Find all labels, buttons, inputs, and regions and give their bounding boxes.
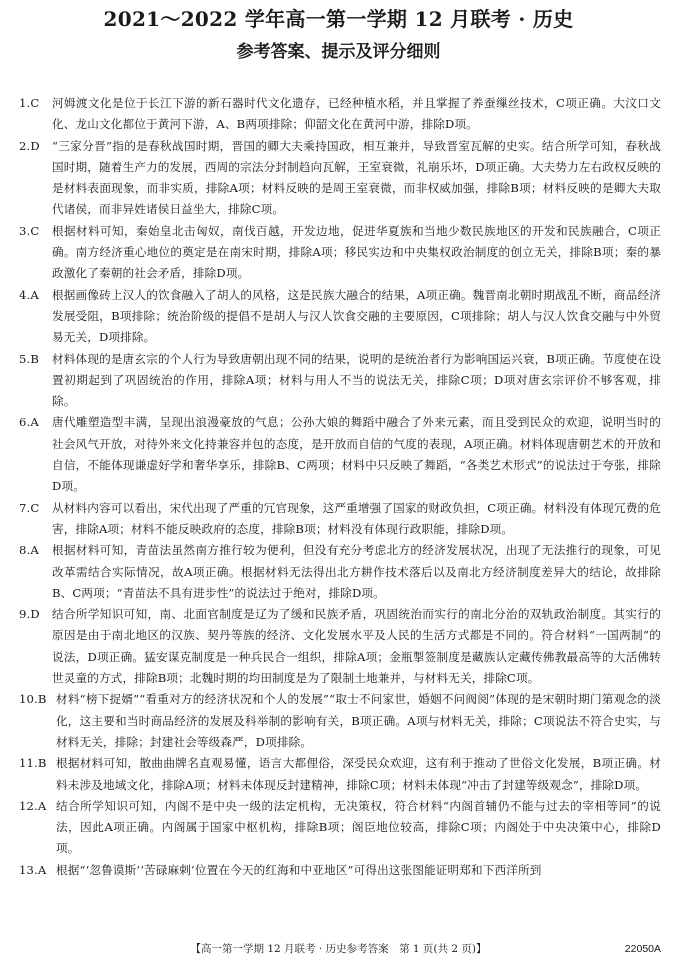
answer-item-11 bbox=[19, 753, 661, 796]
answer-item-12 bbox=[19, 796, 661, 860]
answer-number: 8.A bbox=[19, 543, 39, 558]
answer-explanation: 唐代雕塑造型丰满，呈现出浪漫豪放的气息；公孙大娘的舞蹈中融合了外来元素，而且受到民众的欢迎，说明当时的社会风气开放，对待外来文化持兼容并包的态度，是开放而自信的气度的表现，A项正确。材料体现唐朝艺术的开放和自信，不能体现谦虚好学和奢华享乐，排除B、C两项；材料中只反映了舞蹈，“各类艺术形式”的说法过于夸张，排除D项。 bbox=[52, 415, 661, 494]
answer-explanation: 根据材料可知，青苗法虽然南方推行较为便利，但没有充分考虑北方的经济发展状况，出现了无法推行的现象，可见改革需结合实际情况，故A项正确。根据材料无法得出北方耕作技术落后以及南北方经济制度差异大的结论，故排除B、C两项；“青苗法不具有进步性”的说法过于绝对，排除D项。 bbox=[52, 543, 661, 600]
answer-number: 9.D bbox=[19, 607, 40, 622]
answer-item-3 bbox=[19, 221, 661, 285]
answer-item-8 bbox=[19, 540, 661, 604]
answer-item-7 bbox=[19, 498, 661, 541]
answer-number: 12.A bbox=[19, 798, 47, 813]
answer-number: 7.C bbox=[19, 500, 40, 515]
answer-explanation: 河姆渡文化是位于长江下游的新石器时代文化遗存，已经种植水稻，并且掌握了养蚕缫丝技术，C项正确。大汶口文化、龙山文化都位于黄河下游，A、B两项排除；仰韶文化在黄河中游，排除D项。 bbox=[52, 96, 661, 132]
answer-explanation: 材料体现的是唐玄宗的个人行为导致唐朝出现不同的结果，说明的是统治者行为影响国运兴衰，B项正确。节度使在设置初期起到了巩固统治的作用，排除A项；材料与用人不当的说法无关，排除C项；D项对唐玄宗评价不够客观，排除。 bbox=[52, 351, 661, 409]
page-title: 2021～2022 学年高一第一学期 12 月联考 · 历史 bbox=[103, 7, 574, 31]
answer-explanation: 材料“榜下捉婿”“看重对方的经济状况和个人的发展”“取士不问家世，婚姻不问阀阅”体现的是宋朝时期门第观念的淡化，这主要和当时商品经济的发展及科举制的影响有关，B项正确。A项与材料无关，排除；C项说法不符合史实，与材料无关，排除；封建社会等级森严，D项排除。 bbox=[56, 692, 661, 749]
answer-explanation: 根据“‘忽鲁谟斯’‘苦碌麻剌’位置在今天的红海和中亚地区”可得出这张图能证明郑和下西洋所到 bbox=[56, 862, 542, 877]
answer-explanation: “三家分晋”指的是春秋战国时期，晋国的卿大夫乘持国政，相互兼并，导致晋室瓦解的史实。结合所学可知，春秋战国时期，随着生产力的发展，西周的宗法分封制趋向瓦解，王室衰微，礼崩乐坏，D项正确。大夫势力左右政权反映的是材料表面现象，而非实质，排除A项；材料反映的是周王室衰微，而非权威加强，排除B项；材料反映的是卿大夫取代诸侯，而非异姓诸侯日益坐大，排除C项。 bbox=[52, 138, 661, 217]
page-footer bbox=[0, 940, 677, 958]
answer-number: 11.B bbox=[19, 756, 47, 771]
answer-number: 4.A bbox=[19, 287, 39, 302]
answer-number: 3.C bbox=[19, 223, 40, 238]
answer-explanation: 结合所学知识可知，内阁不是中央一级的法定机构，无决策权，符合材料“内阁首辅仍不能与过去的宰相等同”的说法，因此A项正确。内阁属于国家中枢机构，排除B项；阁臣地位较高，排除C项；内阁处于中央决策中心，排除D项。 bbox=[56, 798, 661, 856]
answer-explanation: 根据画像砖上汉人的饮食融入了胡人的风格，这是民族大融合的结果，A项正确。魏晋南北朝时期战乱不断，商品经济发展受阻，B项排除；统治阶级的提倡不是胡人与汉人饮食交融的主要原因，C项排除；胡人与汉人饮食交融与中外贸易无关，D项排除。 bbox=[52, 287, 661, 345]
answer-item-5 bbox=[19, 349, 661, 413]
answer-number: 6.A bbox=[19, 415, 39, 430]
answer-explanation: 从材料内容可以看出，宋代出现了严重的冗官现象，这严重增强了国家的财政负担，C项正确。材料没有体现冗费的危害，排除A项；材料不能反映政府的态度，排除B项；材料没有体现行政职能，排除D项。 bbox=[52, 500, 661, 536]
footer-page-info: 【高一第一学期 12 月联考 · 历史参考答案 第 1 页(共 2 页)】 bbox=[190, 943, 487, 955]
answer-number: 10.B bbox=[19, 692, 47, 707]
answer-explanation: 根据材料可知，秦始皇北击匈奴，南伐百越，开发边地，促进华夏族和当地少数民族地区的开发和民族融合，C项正确。南方经济重心地位的奠定是在南宋时期，排除A项；移民实边和中央集权政治制度的创立无关，排除B项；秦的暴政激化了秦朝的社会矛盾，排除D项。 bbox=[52, 223, 661, 281]
answer-item-1 bbox=[19, 93, 661, 136]
answer-item-2 bbox=[19, 136, 661, 221]
answer-item-6 bbox=[19, 412, 661, 497]
answer-explanation: 根据材料可知，散曲曲牌名直观易懂，语言大都俚俗，深受民众欢迎，这有利于推动了世俗文化发展，B项正确。材料未涉及地域文化，排除A项；材料未体现反封建精神，排除C项；材料未体现“冲击了封建等级观念”，排除D项。 bbox=[56, 756, 661, 792]
answer-item-9 bbox=[19, 604, 661, 689]
footer-exam-code: 22050A bbox=[624, 943, 661, 955]
answer-number: 13.A bbox=[19, 862, 47, 877]
answer-number: 2.D bbox=[19, 138, 40, 153]
answer-number: 5.B bbox=[19, 351, 40, 366]
page-subtitle: 参考答案、提示及评分细则 bbox=[236, 42, 441, 62]
answer-explanation: 结合所学知识可知，南、北面官制度是辽为了缓和民族矛盾，巩固统治而实行的南北分治的双轨政治制度。其实行的原因是由于南北地区的汉族、契丹等族的经济、文化发展水平及人民的生活方式都是不同的。符合材料“一国两制”的说法，D项正确。猛安谋克制度是一种兵民合一组织，排除A项；金瓶掣签制度是藏族认定藏传佛教最高等的大活佛转世灵童的方式，排除B项；北魏时期的均田制度是为了限制土地兼并，与材料无关，排除C项。 bbox=[52, 607, 661, 686]
answer-list bbox=[19, 93, 661, 881]
answer-item-4 bbox=[19, 285, 661, 349]
answer-item-13 bbox=[19, 860, 661, 881]
answer-item-10 bbox=[19, 689, 661, 753]
answer-number: 1.C bbox=[19, 96, 40, 110]
